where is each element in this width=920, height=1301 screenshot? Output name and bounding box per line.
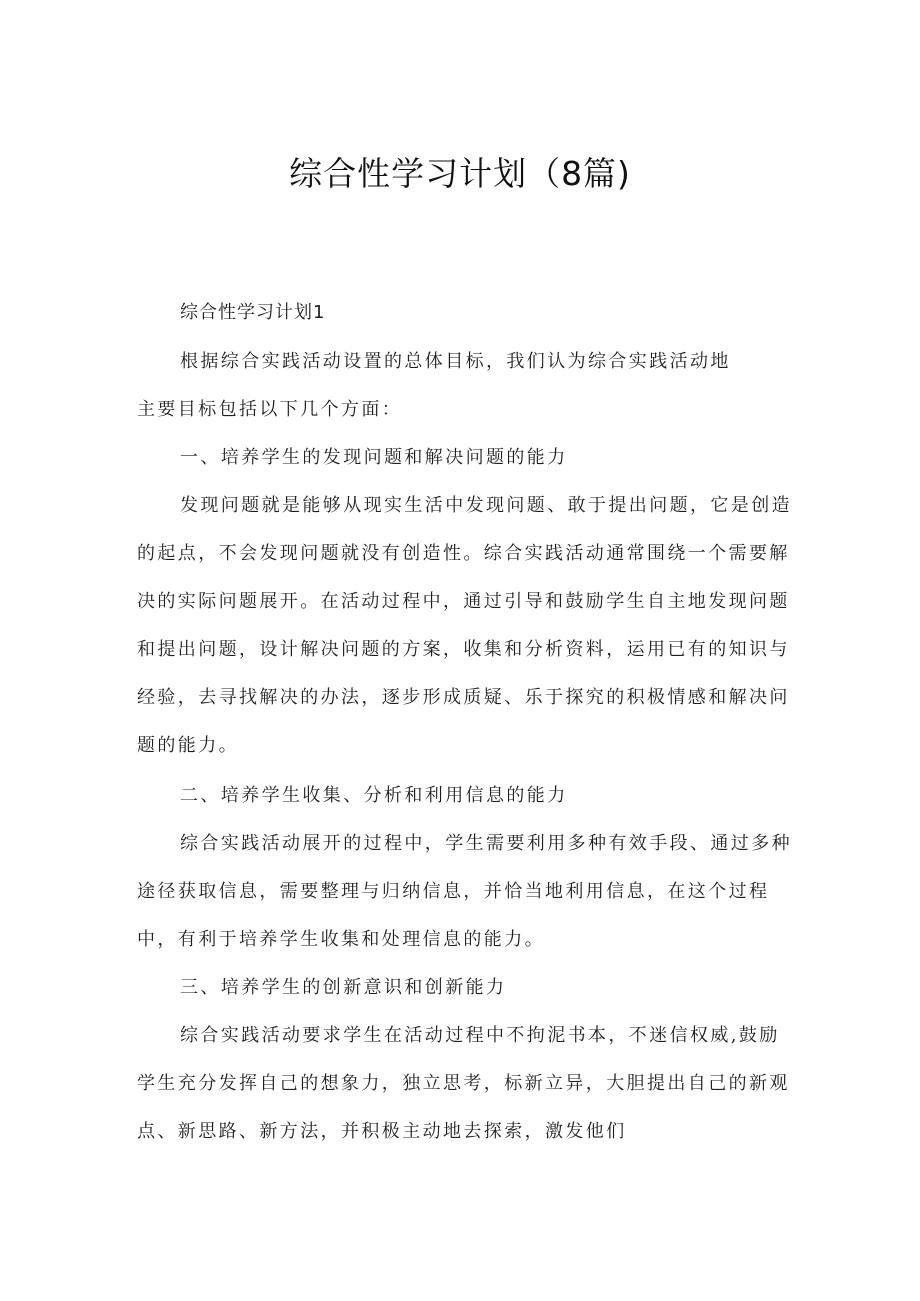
paragraph-line: 发现问题就是能够从现实生活中发现问题、敢于提出问题，它是创造: [180, 495, 792, 516]
subheading-line: 三、培养学生的创新意识和创新能力: [180, 977, 507, 998]
paragraph-line: 经验，去寻找解决的办法，逐步形成质疑、乐于探究的积极情感和解决问: [137, 687, 790, 708]
paragraph-line: 综合实践活动要求学生在活动过程中不拘泥书本，不迷信权威,鼓励: [180, 1025, 780, 1046]
paragraph-line: 的起点，不会发现问题就没有创造性。综合实践活动通常围绕一个需要解: [137, 543, 790, 564]
subheading-line: 二、培养学生收集、分析和利用信息的能力: [180, 785, 568, 806]
paragraph-line: 主要目标包括以下几个方面：: [137, 399, 403, 420]
paragraph-line: 题的能力。: [137, 735, 239, 756]
paragraph-line: 综合实践活动展开的过程中，学生需要利用多种有效手段、通过多种: [180, 833, 792, 854]
section-heading: 综合性学习计划1: [180, 302, 326, 323]
paragraph-line: 点、新思路、新方法，并积极主动地去探索，激发他们: [137, 1121, 627, 1142]
paragraph-line: 根据综合实践活动设置的总体目标，我们认为综合实践活动地: [180, 351, 731, 372]
paragraph-line: 途径获取信息，需要整理与归纳信息，并恰当地利用信息，在这个过程: [137, 881, 770, 902]
subheading-line: 一、培养学生的发现问题和解决问题的能力: [180, 447, 568, 468]
document-title: 综合性学习计划（8篇): [289, 154, 631, 193]
paragraph-line: 决的实际问题展开。在活动过程中，通过引导和鼓励学生自主地发现问题: [137, 591, 790, 612]
paragraph-line: 和提出问题，设计解决问题的方案，收集和分析资料，运用已有的知识与: [137, 639, 790, 660]
paragraph-line: 中，有利于培养学生收集和处理信息的能力。: [137, 929, 545, 950]
paragraph-line: 学生充分发挥自己的想象力，独立思考，标新立异，大胆提出自己的新观: [137, 1073, 790, 1094]
